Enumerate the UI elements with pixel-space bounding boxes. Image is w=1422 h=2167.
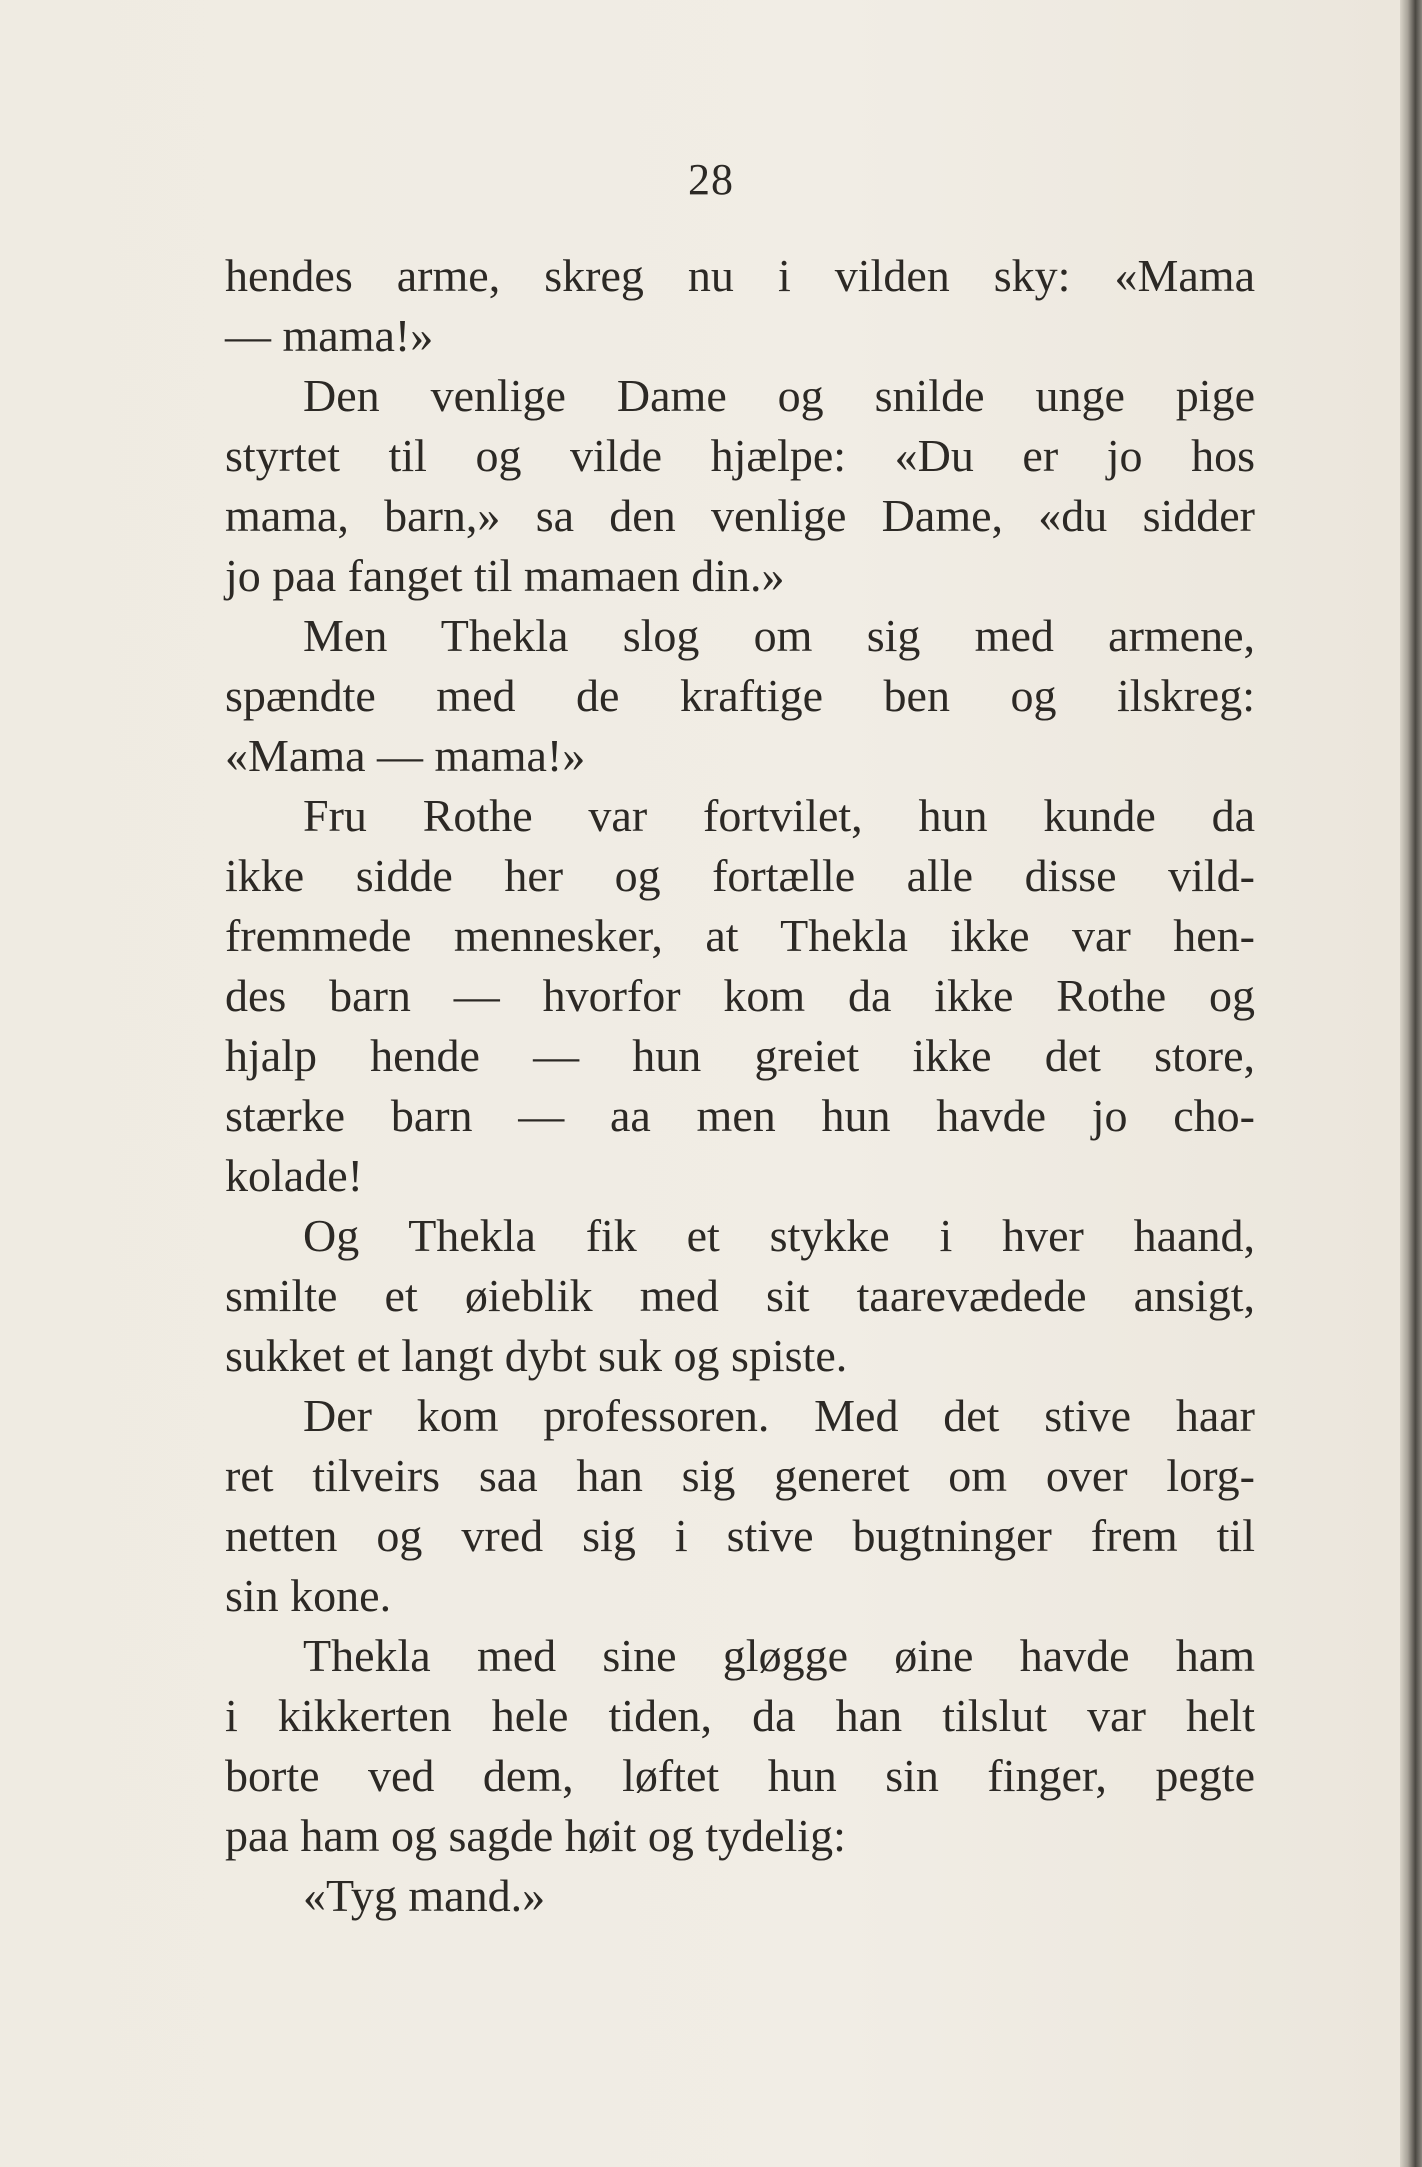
page-binding-edge <box>1400 0 1422 2167</box>
text-line: ikke sidde her og fortælle alle disse vild- <box>225 850 1255 901</box>
text-line: ret tilveirs saa han sig generet om over lorg- <box>225 1450 1255 1501</box>
text-line: — mama!» <box>225 310 434 361</box>
text-line: smilte et øieblik med sit taarevædede ansigt, <box>225 1270 1255 1321</box>
text-line: Fru Rothe var fortvilet, hun kunde da <box>303 790 1255 841</box>
text-line: i kikkerten hele tiden, da han tilslut var helt <box>225 1690 1255 1741</box>
text-line: spændte med de kraftige ben og ilskreg: <box>225 670 1255 721</box>
text-line: Og Thekla fik et stykke i hver haand, <box>303 1210 1255 1261</box>
text-line: hendes arme, skreg nu i vilden sky: «Mama <box>225 250 1255 301</box>
text-line: netten og vred sig i stive bugtninger frem til <box>225 1510 1255 1561</box>
text-line: sin kone. <box>225 1570 392 1621</box>
text-line: stærke barn — aa men hun havde jo cho- <box>225 1090 1255 1141</box>
text-line: Thekla med sine gløgge øine havde ham <box>303 1630 1255 1681</box>
page-number: 28 <box>688 155 734 204</box>
text-line: fremmede mennesker, at Thekla ikke var hen- <box>225 910 1255 961</box>
text-line: «Tyg mand.» <box>303 1870 546 1921</box>
text-line: Men Thekla slog om sig med armene, <box>303 610 1255 661</box>
text-line: kolade! <box>225 1150 363 1201</box>
text-line: sukket et langt dybt suk og spiste. <box>225 1330 848 1381</box>
text-line: jo paa fanget til mamaen din.» <box>225 550 785 601</box>
text-line: «Mama — mama!» <box>225 730 586 781</box>
text-line: styrtet til og vilde hjælpe: «Du er jo hos <box>225 430 1255 481</box>
text-line: paa ham og sagde høit og tydelig: <box>225 1810 846 1861</box>
body-text <box>225 246 1255 1926</box>
text-line: Der kom professoren. Med det stive haar <box>303 1390 1255 1441</box>
text-line: mama, barn,» sa den venlige Dame, «du sidder <box>225 490 1255 541</box>
text-line: hjalp hende — hun greiet ikke det store, <box>225 1030 1255 1081</box>
text-line: des barn — hvorfor kom da ikke Rothe og <box>225 970 1255 1021</box>
text-line: borte ved dem, løftet hun sin finger, pegte <box>225 1750 1255 1801</box>
text-line: Den venlige Dame og snilde unge pige <box>303 370 1255 421</box>
